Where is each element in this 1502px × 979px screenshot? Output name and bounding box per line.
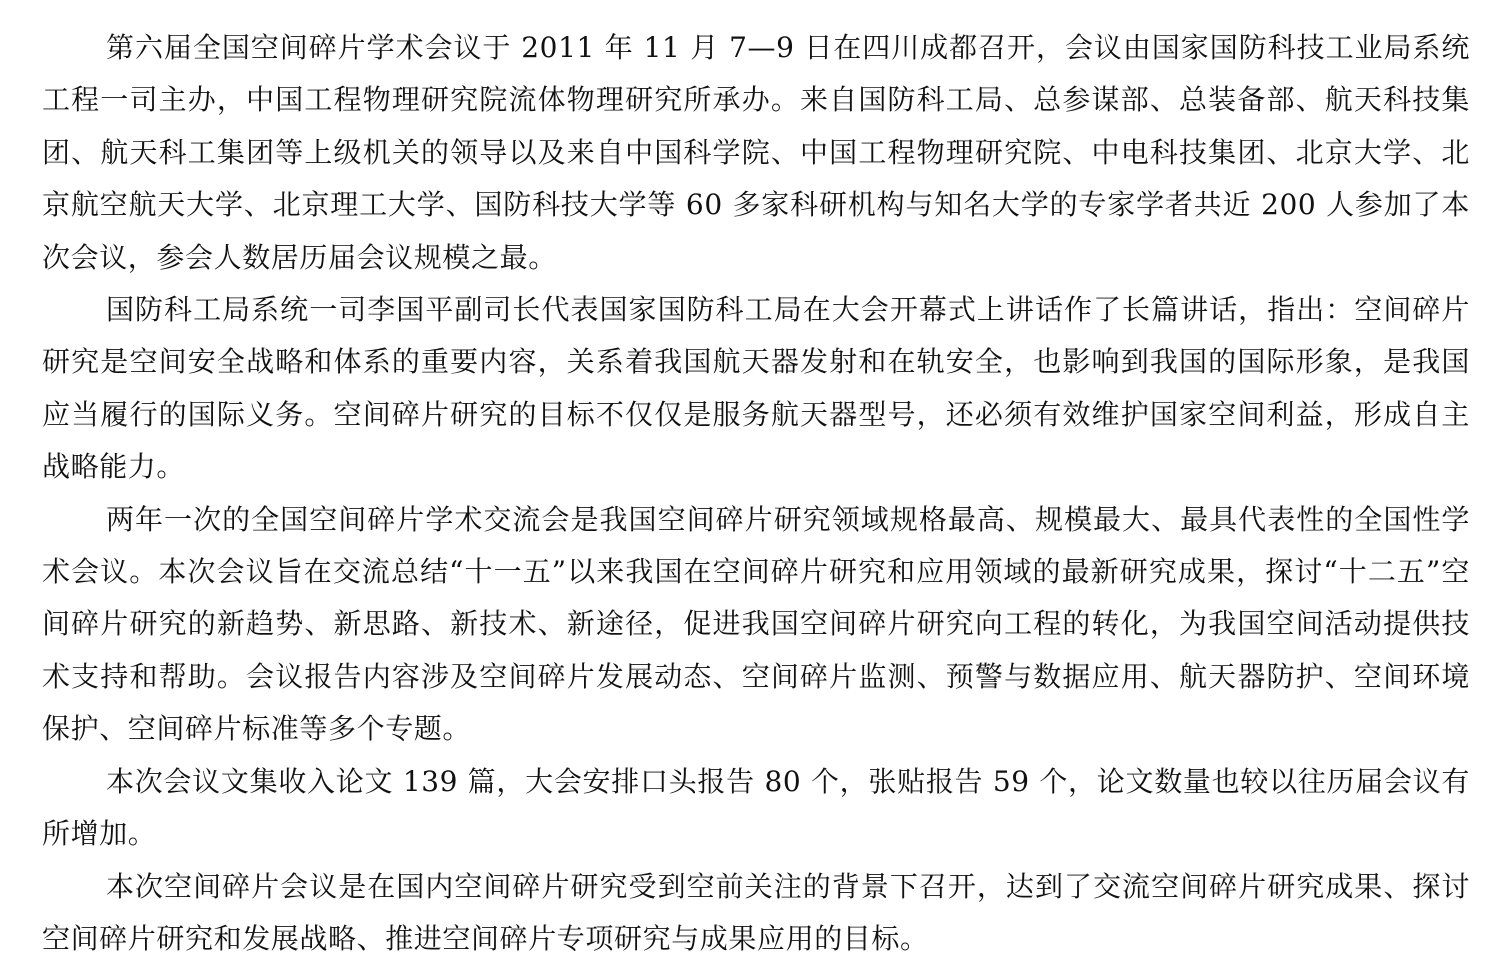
paragraph-proceedings-stats: 本次会议文集收入论文 139 篇，大会安排口头报告 80 个，张贴报告 59 个，论文数量也较以往历届会议有所增加。 [42, 764, 1470, 851]
document-body [42, 22, 1470, 965]
paragraph-conference-purpose: 两年一次的全国空间碎片学术交流会是我国空间碎片研究领域规格最高、规模最大、最具代表性的全国性学术会议。本次会议旨在交流总结“十一五”以来我国在空间碎片研究和应用领域的最新研究成果，探讨“十二五”空间碎片研究的新趋势、新思路、新技术、新途径，促进我国空间碎片研究向工程的转化，为我国空间活动提供技术支持和帮助。会议报告内容涉及空间碎片发展动态、空间碎片监测、预警与数据应用、航天器防护、空间环境保护、空间碎片标准等多个专题。 [42, 502, 1470, 746]
paragraph-conference-overview: 第六届全国空间碎片学术会议于 2011 年 11 月 7—9 日在四川成都召开，会议由国家国防科技工业局系统工程一司主办，中国工程物理研究院流体物理研究所承办。来自国防科工局、总参谋部、总装备部、航天科技集团、航天科工集团等上级机关的领导以及来自中国科学院、中国工程物理研究院、中电科技集团、北京大学、北京航空航天大学、北京理工大学、国防科技大学等 60 多家科研机构与知名大学的专家学者共近 200 人参加了本次会议，参会人数居历届会议规模之最。 [42, 31, 1470, 274]
paragraph-conclusion: 本次空间碎片会议是在国内空间碎片研究受到空前关注的背景下召开，达到了交流空间碎片研究成果、探讨空间碎片研究和发展战略、推进空间碎片专项研究与成果应用的目标。 [42, 869, 1470, 955]
paragraph-opening-speech: 国防科工局系统一司李国平副司长代表国家国防科工局在大会开幕式上讲话作了长篇讲话，指出：空间碎片研究是空间安全战略和体系的重要内容，关系着我国航天器发射和在轨安全，也影响到我国的国际形象，是我国应当履行的国际义务。空间碎片研究的目标不仅仅是服务航天器型号，还必须有效维护国家空间利益，形成自主战略能力。 [42, 293, 1470, 484]
